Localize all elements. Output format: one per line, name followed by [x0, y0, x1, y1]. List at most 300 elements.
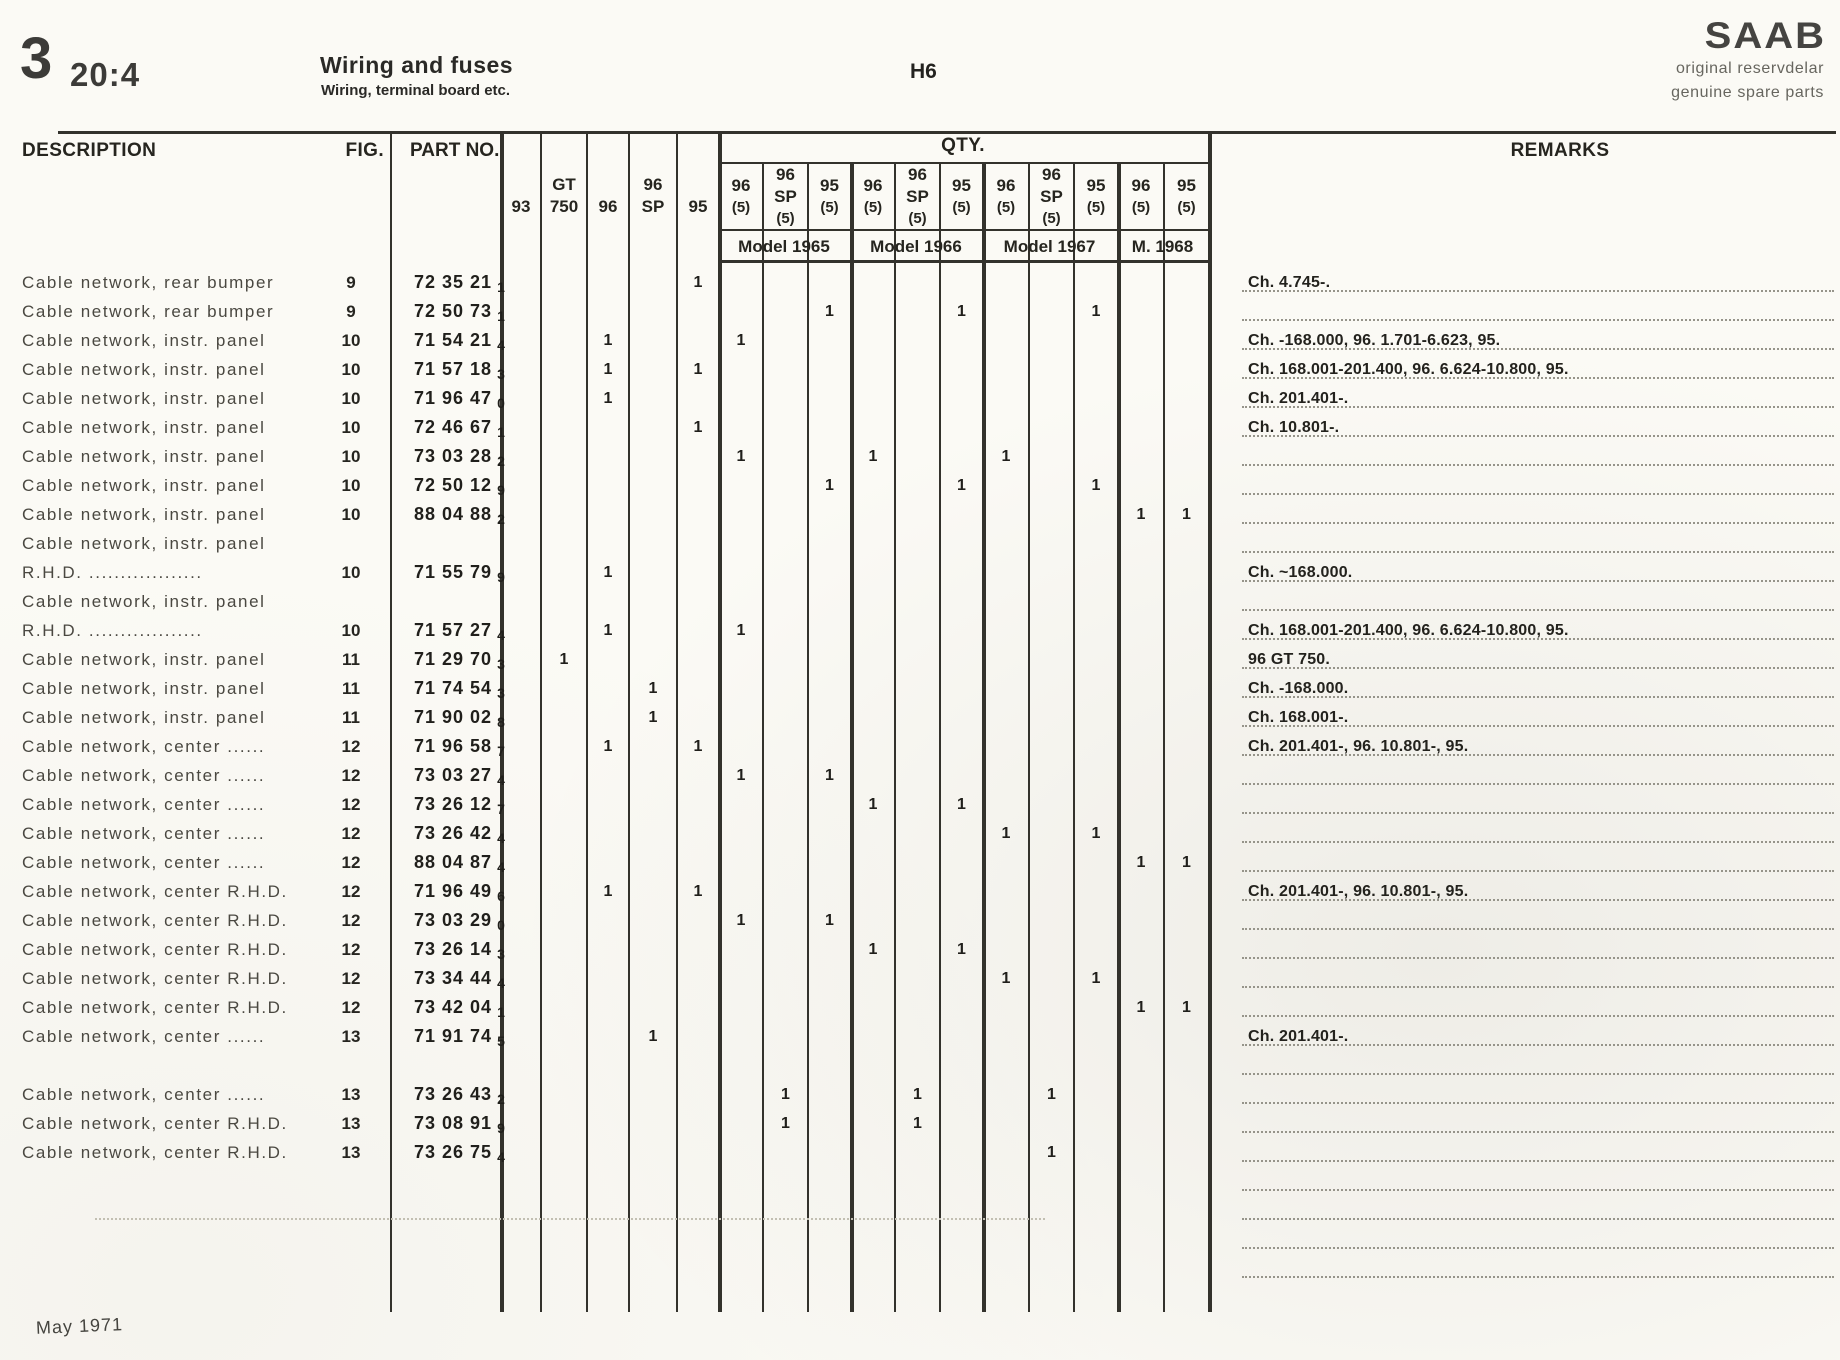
description-cell: Cable network, instr. panel: [22, 534, 266, 553]
description-cell: Cable network, center ......: [22, 795, 266, 814]
table-row: [0, 1080, 1840, 1109]
description-cell: R.H.D. ..................: [22, 621, 203, 640]
description-cell: Cable network, center ......: [22, 1085, 266, 1104]
qty-mark-m65_95: 1: [825, 767, 834, 784]
qty-mark-96: 1: [603, 361, 613, 378]
qty-column-header-line: 96: [908, 165, 927, 184]
qty-mark-m65_95: 1: [825, 303, 834, 320]
part-no-cell: 71 74 54 $_3$: [414, 678, 505, 701]
qty-column-header-m65_95: [809, 164, 850, 230]
table-row: [0, 1225, 1840, 1254]
qty-mark-m65_96: 1: [736, 448, 746, 465]
table-row: [0, 558, 1840, 587]
part-no-cell: 73 26 43 $_2$: [414, 1084, 505, 1107]
part-no-cell: 71 90 02 $_8$: [414, 707, 505, 730]
part-check-digit: 9: [497, 482, 505, 498]
table-row: [0, 1138, 1840, 1167]
description-cell: Cable network, instr. panel: [22, 650, 266, 669]
fig-cell: 10: [341, 331, 361, 350]
description-cell: Cable network, instr. panel: [22, 592, 266, 611]
fig-cell: 11: [342, 679, 360, 698]
qty-mark-m68_95: 1: [1182, 506, 1191, 523]
part-no-cell: 71 91 74 $_5$: [414, 1026, 505, 1049]
table-row: [0, 703, 1840, 732]
description-cell: Cable network, instr. panel: [22, 679, 266, 698]
table-row: [0, 1196, 1840, 1225]
part-check-digit: 4: [497, 627, 505, 643]
part-no-cell: 72 46 67 $_1$: [414, 417, 505, 440]
table-row: [0, 616, 1840, 645]
qty-mark-m66_95: 1: [957, 796, 966, 813]
qty-column-header-line: 96: [996, 176, 1016, 195]
description-cell: Cable network, instr. panel: [22, 476, 266, 495]
qty-column-header-line: (5): [1177, 199, 1196, 216]
qty-column-header-line: 95: [688, 197, 708, 216]
fig-cell: 10: [341, 621, 361, 640]
dotted-leader: [1242, 986, 1834, 988]
qty-mark-m67_sp: 1: [1047, 1086, 1056, 1103]
qty-column-header-line: SP: [1040, 187, 1063, 206]
description-cell: Cable network, center ......: [22, 1027, 266, 1046]
part-check-digit: 1: [497, 279, 505, 295]
qty-column-header-gt750: [542, 133, 586, 262]
description-cell: Cable network, center R.H.D.: [22, 1114, 288, 1133]
table-row: [0, 500, 1840, 529]
remark-cell: 96 GT 750.: [1248, 651, 1331, 668]
fig-cell: 10: [341, 505, 361, 524]
part-check-digit: 4: [497, 772, 505, 788]
table-row: [0, 268, 1840, 297]
part-no-cell: 73 03 29 $_0$: [414, 910, 505, 933]
qty-mark-m67_95: 1: [1091, 477, 1101, 494]
table-row: [0, 529, 1840, 558]
part-check-digit: 4: [497, 1149, 505, 1165]
qty-mark-m65_96: 1: [736, 622, 746, 639]
part-check-digit: 1: [497, 308, 505, 324]
dotted-leader: [1242, 1131, 1834, 1133]
description-cell: Cable network, center ......: [22, 824, 266, 843]
qty-mark-95: 1: [693, 361, 703, 378]
qty-mark-m67_96: 1: [1001, 825, 1011, 842]
part-no-cell: 71 54 21 $_4$: [414, 330, 505, 353]
table-row: [0, 732, 1840, 761]
description-cell: Cable network, center R.H.D.: [22, 998, 288, 1017]
part-check-digit: 4: [497, 975, 505, 991]
qty-mark-96: 1: [603, 883, 613, 900]
qty-mark-96sp: 1: [648, 709, 658, 726]
fig-cell: 9: [346, 302, 356, 321]
part-check-digit: 2: [497, 511, 505, 527]
qty-column-header-line: (5): [1131, 199, 1151, 216]
part-no-cell: 73 26 75 $_4$: [414, 1142, 505, 1165]
table-row: [0, 442, 1840, 471]
description-cell: Cable network, rear bumper: [22, 273, 275, 292]
remark-cell: Ch. -168.000.: [1248, 680, 1349, 697]
qty-column-header-m67_96: [984, 164, 1028, 230]
qty-mark-95: 1: [693, 738, 703, 755]
qty-column-header-m66_96: [852, 164, 894, 230]
qty-mark-m65_96: 1: [736, 767, 746, 784]
brand-logo: SAAB: [1704, 15, 1826, 57]
part-check-digit: 4: [497, 859, 505, 875]
dotted-leader: [1242, 551, 1834, 553]
table-row: [0, 297, 1840, 326]
table-row: [0, 326, 1840, 355]
fig-cell: 11: [342, 650, 360, 669]
qty-column-header-line: (5): [996, 199, 1016, 216]
remark-cell: Ch. 201.401-.: [1248, 1028, 1349, 1045]
qty-column-header-line: 95: [1086, 176, 1106, 195]
qty-mark-m67_95: 1: [1091, 825, 1101, 842]
remark-cell: Ch. 4.745-.: [1248, 274, 1331, 291]
remark-cell: Ch. 168.001-.: [1248, 709, 1349, 726]
qty-mark-95: 1: [693, 419, 703, 436]
part-check-digit: 1: [497, 1004, 505, 1020]
qty-mark-m67_95: 1: [1091, 970, 1101, 987]
part-no-cell: 72 35 21 $_1$: [414, 272, 505, 295]
description-cell: Cable network, center R.H.D.: [22, 1143, 288, 1162]
table-row: [0, 964, 1840, 993]
dotted-leader: [1242, 1073, 1834, 1075]
qty-mark-m65_95: 1: [825, 912, 834, 929]
dotted-leader: [1242, 870, 1834, 872]
qty-mark-m65_96: 1: [736, 332, 746, 349]
part-no-cell: 73 42 04 $_1$: [414, 997, 505, 1020]
table-row: [0, 413, 1840, 442]
table-row: [0, 1254, 1840, 1283]
qty-column-header-line: 96: [1131, 176, 1151, 195]
description-cell: Cable network, center R.H.D.: [22, 940, 288, 959]
brand-subtitle-english: genuine spare parts: [1671, 84, 1824, 101]
table-row: [0, 935, 1840, 964]
fig-cell: 9: [346, 273, 356, 292]
qty-mark-m66_sp: 1: [913, 1086, 922, 1103]
part-check-digit: 2: [497, 453, 505, 469]
fig-cell: 12: [341, 882, 361, 901]
qty-mark-m65_sp: 1: [781, 1086, 790, 1103]
qty-mark-96sp: 1: [648, 1028, 658, 1045]
description-cell: Cable network, instr. panel: [22, 389, 266, 408]
qty-mark-96: 1: [603, 564, 613, 581]
part-no-cell: 71 96 49 $_6$: [414, 881, 505, 904]
qty-column-header-m65_96: [720, 164, 762, 230]
qty-column-header-line: (5): [776, 210, 795, 227]
part-no-cell: 73 03 28 $_2$: [414, 446, 505, 469]
description-cell: Cable network, instr. panel: [22, 447, 266, 466]
remark-cell: Ch. -168.000, 96. 1.701-6.623, 95.: [1248, 332, 1501, 349]
qty-mark-gt750: 1: [559, 651, 569, 668]
qty-mark-m66_96: 1: [868, 941, 878, 958]
qty-column-header-m68_95: [1165, 164, 1208, 230]
qty-mark-m66_96: 1: [868, 796, 878, 813]
dotted-leader: [1242, 1160, 1834, 1162]
qty-column-header-line: 96: [863, 176, 883, 195]
qty-column-header-line: SP: [641, 197, 665, 216]
qty-column-header-m67_95: [1075, 164, 1117, 230]
model-group-label: Model 1965: [738, 236, 830, 256]
part-check-digit: 4: [497, 337, 505, 353]
dotted-leader: [1242, 667, 1834, 669]
dotted-leader: [1242, 290, 1834, 292]
part-check-digit: 0: [497, 917, 505, 933]
table-row: [0, 674, 1840, 703]
fig-cell: 10: [341, 447, 361, 466]
qty-column-header-line: (5): [731, 199, 751, 216]
part-no-cell: 71 29 70 $_3$: [414, 649, 505, 672]
part-check-digit: 3: [497, 685, 505, 701]
qty-column-header-line: (5): [1086, 199, 1106, 216]
part-no-cell: 73 26 14 $_3$: [414, 939, 505, 962]
part-check-digit: 0: [497, 395, 505, 411]
column-header-fig: FIG.: [345, 140, 384, 161]
dotted-leader: [1242, 522, 1834, 524]
part-no-cell: 73 08 91 $_9$: [414, 1113, 505, 1136]
remark-cell: Ch. 201.401-.: [1248, 390, 1349, 407]
qty-column-header-line: GT: [552, 175, 576, 194]
part-check-digit: 2: [497, 1091, 505, 1107]
part-no-cell: 88 04 88 $_2$: [414, 504, 505, 527]
dotted-leader: [1242, 1102, 1834, 1104]
model-group-label: M. 1968: [1131, 236, 1194, 256]
fig-cell: 12: [341, 940, 361, 959]
dotted-leader: [1242, 319, 1834, 321]
qty-mark-m65_95: 1: [825, 477, 834, 494]
description-cell: Cable network, center ......: [22, 853, 266, 872]
part-check-digit: 4: [497, 830, 505, 846]
fig-cell: 12: [341, 795, 361, 814]
part-check-digit: 7: [497, 801, 505, 817]
qty-mark-96: 1: [603, 390, 613, 407]
model-group-label: Model 1967: [1003, 236, 1096, 256]
part-check-digit: 8: [497, 714, 505, 730]
part-no-cell: 73 34 44 $_4$: [414, 968, 505, 991]
table-row: [0, 790, 1840, 819]
part-check-digit: 9: [497, 569, 505, 585]
part-check-digit: 9: [497, 1120, 505, 1136]
dotted-leader: [1242, 1189, 1834, 1191]
qty-column-header-m66_sp: [896, 164, 939, 230]
qty-column-header-line: (5): [863, 199, 883, 216]
fig-cell: 13: [341, 1085, 361, 1104]
qty-mark-m68_96: 1: [1136, 854, 1146, 871]
part-no-cell: 72 50 12 $_9$: [414, 475, 505, 498]
qty-mark-95: 1: [693, 883, 703, 900]
dotted-leader: [1242, 957, 1834, 959]
qty-mark-m67_96: 1: [1001, 448, 1011, 465]
part-check-digit: 3: [497, 946, 505, 962]
qty-column-header-line: 96: [731, 176, 751, 195]
qty-column-header-m65_sp: [764, 164, 807, 230]
remark-cell: Ch. 201.401-, 96. 10.801-, 95.: [1248, 883, 1469, 900]
part-no-cell: 73 03 27 $_4$: [414, 765, 505, 788]
description-cell: Cable network, instr. panel: [22, 360, 266, 379]
part-no-cell: 71 96 58 $_7$: [414, 736, 505, 759]
description-cell: Cable network, center ......: [22, 766, 266, 785]
qty-column-header-96sp: [630, 133, 676, 262]
table-row: [0, 587, 1840, 616]
page-code: H6: [910, 60, 937, 83]
qty-column-header-m66_95: [941, 164, 982, 230]
qty-column-header-line: (5): [820, 199, 839, 216]
dotted-leader: [1242, 841, 1834, 843]
header-rule: [58, 131, 1836, 134]
qty-column-header-line: 93: [511, 197, 531, 216]
fig-cell: 10: [341, 389, 361, 408]
qty-mark-m65_sp: 1: [781, 1115, 790, 1132]
column-header-description: DESCRIPTION: [22, 140, 157, 161]
table-row: [0, 848, 1840, 877]
part-no-cell: 88 04 87 $_4$: [414, 852, 505, 875]
qty-mark-95: 1: [693, 274, 703, 291]
qty-mark-96: 1: [603, 738, 613, 755]
table-row: [0, 471, 1840, 500]
qty-mark-m66_96: 1: [868, 448, 878, 465]
table-row: [0, 355, 1840, 384]
qty-column-header-m67_sp: [1030, 164, 1073, 230]
qty-mark-96sp: 1: [648, 680, 658, 697]
fig-cell: 12: [341, 969, 361, 988]
dotted-leader: [1242, 812, 1834, 814]
part-check-digit: 3: [497, 656, 505, 672]
qty-mark-m67_96: 1: [1001, 970, 1011, 987]
qty-column-header-line: 96: [776, 165, 795, 184]
fig-cell: 10: [341, 476, 361, 495]
description-cell: Cable network, rear bumper: [22, 302, 275, 321]
table-row: [0, 761, 1840, 790]
part-no-cell: 71 57 27 $_4$: [414, 620, 505, 643]
fig-cell: 13: [341, 1143, 361, 1162]
fig-cell: 12: [341, 998, 361, 1017]
qty-column-header-line: 95: [820, 176, 839, 195]
remark-cell: Ch. 10.801-.: [1248, 419, 1340, 436]
description-cell: Cable network, center R.H.D.: [22, 969, 288, 988]
qty-column-header-line: 95: [1177, 176, 1196, 195]
page-subtitle: Wiring, terminal board etc.: [321, 82, 511, 99]
description-cell: Cable network, center R.H.D.: [22, 911, 288, 930]
qty-column-header-line: 96: [643, 175, 663, 194]
model-group-label: Model 1966: [870, 236, 962, 256]
part-check-digit: 3: [497, 366, 505, 382]
fig-cell: 10: [341, 563, 361, 582]
part-check-digit: 6: [497, 888, 505, 904]
part-no-cell: 73 26 12 $_7$: [414, 794, 505, 817]
description-cell: Cable network, center R.H.D.: [22, 882, 288, 901]
section-reference: 20:4: [70, 56, 141, 93]
table-row: [0, 819, 1840, 848]
fig-cell: 12: [341, 737, 361, 756]
qty-mark-m66_95: 1: [957, 477, 966, 494]
qty-column-header-95: [678, 133, 718, 262]
qty-column-header-m68_96: [1119, 164, 1163, 230]
description-cell: Cable network, center ......: [22, 737, 266, 756]
qty-column-header-line: 96: [1042, 165, 1061, 184]
table-row: [0, 877, 1840, 906]
dotted-leader: [95, 1218, 1045, 1220]
remark-cell: Ch. 168.001-201.400, 96. 6.624-10.800, 95.: [1248, 361, 1569, 378]
remark-cell: Ch. 201.401-, 96. 10.801-, 95.: [1248, 738, 1469, 755]
qty-mark-m66_sp: 1: [913, 1115, 922, 1132]
dotted-leader: [1242, 1218, 1834, 1220]
fig-cell: 11: [342, 708, 360, 727]
dotted-leader: [1242, 464, 1834, 466]
section-number: 3: [20, 26, 53, 91]
qty-mark-m68_95: 1: [1182, 854, 1191, 871]
column-header-part-no: PART NO.: [410, 140, 500, 161]
part-check-digit: 1: [497, 424, 505, 440]
part-no-cell: 73 26 42 $_4$: [414, 823, 505, 846]
qty-column-header-line: SP: [774, 187, 797, 206]
qty-column-header-line: 750: [549, 197, 579, 216]
table-row: [0, 1022, 1840, 1051]
qty-mark-m68_95: 1: [1182, 999, 1191, 1016]
fig-cell: 12: [341, 824, 361, 843]
fig-cell: 13: [341, 1027, 361, 1046]
description-cell: Cable network, instr. panel: [22, 331, 266, 350]
qty-column-header-line: SP: [906, 187, 929, 206]
description-cell: Cable network, instr. panel: [22, 418, 266, 437]
part-no-cell: 71 57 18 $_3$: [414, 359, 505, 382]
dotted-leader: [1242, 1015, 1834, 1017]
description-cell: Cable network, instr. panel: [22, 708, 266, 727]
qty-mark-m68_96: 1: [1136, 999, 1146, 1016]
table-row: [0, 1109, 1840, 1138]
qty-column-header-line: (5): [1042, 210, 1061, 227]
table-row: [0, 906, 1840, 935]
qty-mark-m68_96: 1: [1136, 506, 1146, 523]
dotted-leader: [1242, 1247, 1834, 1249]
dotted-leader: [1242, 1276, 1834, 1278]
description-cell: Cable network, instr. panel: [22, 505, 266, 524]
fig-cell: 13: [341, 1114, 361, 1133]
qty-mark-m66_95: 1: [957, 303, 966, 320]
table-row: [0, 1051, 1840, 1080]
fig-cell: 10: [341, 418, 361, 437]
table-row: [0, 645, 1840, 674]
column-header-qty: QTY.: [941, 135, 985, 156]
qty-mark-96: 1: [603, 622, 613, 639]
qty-column-header-line: 96: [598, 197, 618, 216]
part-no-cell: 71 96 47 $_0$: [414, 388, 505, 411]
fig-cell: 12: [341, 766, 361, 785]
column-header-remarks: REMARKS: [1510, 140, 1610, 161]
dotted-leader: [1242, 493, 1834, 495]
page-title: Wiring and fuses: [320, 52, 514, 78]
qty-mark-m66_95: 1: [957, 941, 966, 958]
footer-date: May 1971: [35, 1314, 124, 1338]
part-check-digit: 5: [497, 1033, 505, 1049]
qty-mark-m67_95: 1: [1091, 303, 1101, 320]
part-check-digit: 7: [497, 743, 505, 759]
part-no-cell: 72 50 73 $_1$: [414, 301, 505, 324]
remark-cell: Ch. ~168.000.: [1248, 564, 1353, 581]
qty-mark-m65_96: 1: [736, 912, 746, 929]
qty-column-header-line: (5): [952, 199, 971, 216]
qty-mark-96: 1: [603, 332, 613, 349]
qty-column-header-line: (5): [908, 210, 927, 227]
fig-cell: 12: [341, 911, 361, 930]
fig-cell: 10: [341, 360, 361, 379]
fig-cell: 12: [341, 853, 361, 872]
dotted-leader: [1242, 783, 1834, 785]
dotted-leader: [1242, 609, 1834, 611]
qty-column-header-line: 95: [952, 176, 971, 195]
brand-subtitle-swedish: original reservdelar: [1675, 60, 1824, 77]
qty-column-header-96: [588, 133, 628, 262]
table-row: [0, 384, 1840, 413]
remark-cell: Ch. 168.001-201.400, 96. 6.624-10.800, 95.: [1248, 622, 1569, 639]
description-cell: R.H.D. ..................: [22, 563, 203, 582]
part-no-cell: 71 55 79 $_9$: [414, 562, 505, 585]
